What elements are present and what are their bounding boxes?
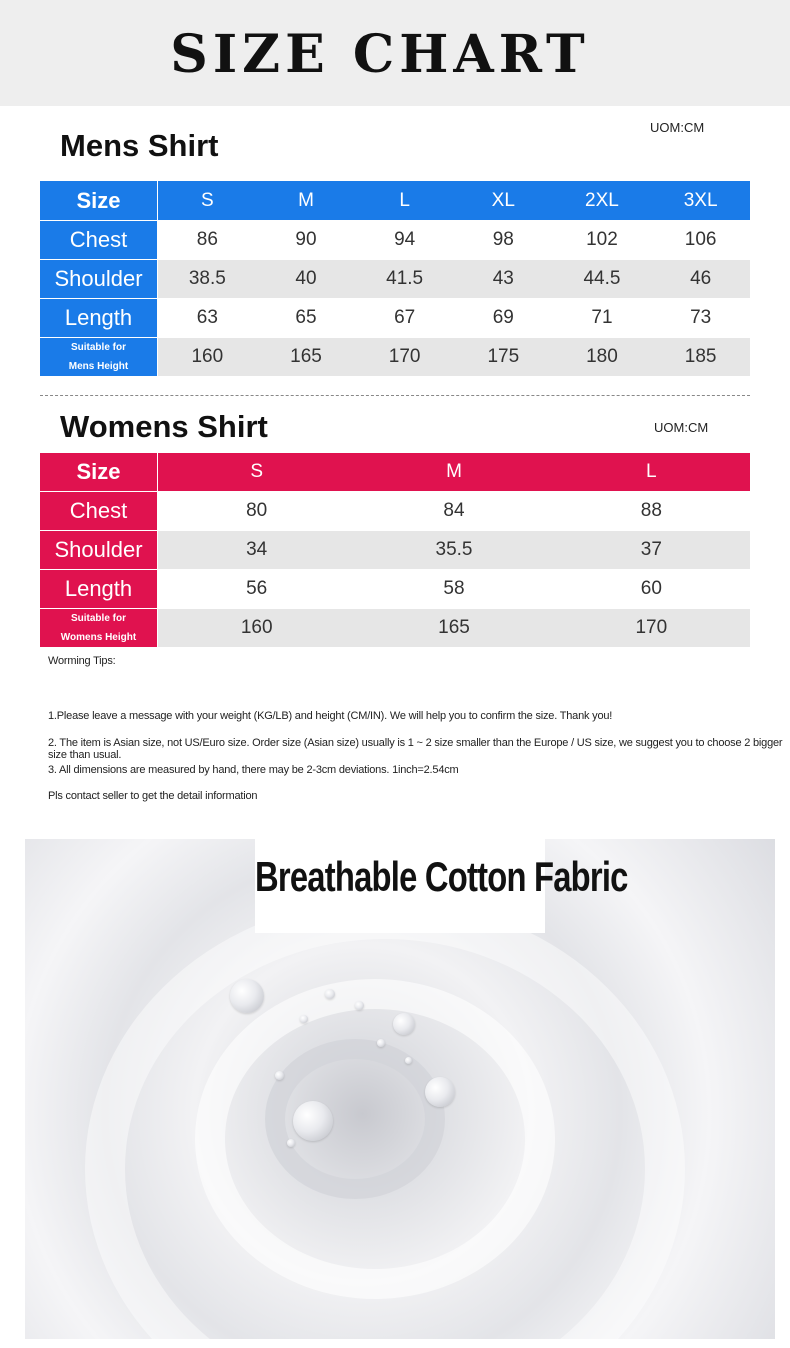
- table-cell: 73: [651, 299, 750, 337]
- table-row: [40, 221, 750, 259]
- tip-item: 2. The item is Asian size, not US/Euro size. Order size (Asian size) usually is 1 ~ 2 size smaller than the Europe / US size, we suggest you to choose 2 bigger size than usual.: [48, 737, 783, 761]
- table-cell: 88: [553, 492, 750, 530]
- row-label-length: Length: [40, 570, 158, 608]
- row-label-mens-height: [40, 338, 158, 376]
- size-col-header: M: [257, 181, 356, 220]
- table-row: [40, 492, 750, 530]
- water-droplet: [405, 1057, 412, 1064]
- mens-size-table: [40, 180, 750, 377]
- table-cell: 170: [553, 609, 750, 647]
- table-cell: 43: [454, 260, 553, 298]
- row-label-length: Length: [40, 299, 158, 337]
- water-droplet: [287, 1139, 295, 1147]
- water-droplet: [275, 1071, 284, 1080]
- table-cell: 65: [257, 299, 356, 337]
- table-header-row: [40, 453, 750, 491]
- womens-uom-label: UOM:CM: [654, 420, 709, 435]
- table-cell: 80: [158, 492, 355, 530]
- table-cell: 170: [355, 338, 454, 376]
- size-col-header: S: [158, 453, 355, 491]
- table-cell: 35.5: [355, 531, 552, 569]
- row-label-chest: Chest: [40, 492, 158, 530]
- table-cell: 98: [454, 221, 553, 259]
- table-cell: 160: [158, 338, 257, 376]
- table-row: [40, 531, 750, 569]
- row-label-line: Mens Height: [68, 361, 129, 372]
- womens-shirt-title: Womens Shirt: [60, 409, 268, 444]
- row-label-shoulder: Shoulder: [40, 260, 158, 298]
- water-droplet: [293, 1101, 333, 1141]
- size-header-label: Size: [40, 453, 158, 491]
- table-cell: 180: [553, 338, 652, 376]
- table-cell: 165: [257, 338, 356, 376]
- water-droplet: [230, 979, 264, 1013]
- table-row: [40, 338, 750, 376]
- size-col-header: L: [355, 181, 454, 220]
- table-cell: 63: [158, 299, 257, 337]
- table-cell: 41.5: [355, 260, 454, 298]
- row-label-line: Suitable for: [70, 342, 126, 353]
- fabric-fold: [265, 1039, 445, 1199]
- water-droplet: [377, 1039, 385, 1047]
- row-label-chest: Chest: [40, 221, 158, 259]
- water-droplet: [425, 1077, 455, 1107]
- fabric-title: Breathable Cotton Fabric: [255, 853, 628, 900]
- page-title: SIZE CHART: [170, 24, 590, 85]
- tip-item: 3. All dimensions are measured by hand, there may be 2-3cm deviations. 1inch=2.54cm: [48, 764, 459, 776]
- size-col-header: 3XL: [651, 181, 750, 220]
- size-col-header: S: [158, 181, 257, 220]
- table-row: [40, 299, 750, 337]
- table-cell: 34: [158, 531, 355, 569]
- table-row: [40, 260, 750, 298]
- table-cell: 46: [651, 260, 750, 298]
- tip-item: 1.Please leave a message with your weight (KG/LB) and height (CM/IN). We will help you to confirm the size. Thank you!: [48, 710, 613, 722]
- table-cell: 37: [553, 531, 750, 569]
- water-droplet: [393, 1013, 415, 1035]
- table-cell: 40: [257, 260, 356, 298]
- section-divider: [40, 395, 750, 396]
- table-cell: 94: [355, 221, 454, 259]
- table-cell: 69: [454, 299, 553, 337]
- water-droplet: [325, 989, 335, 999]
- table-cell: 58: [355, 570, 552, 608]
- table-cell: 106: [651, 221, 750, 259]
- mens-shirt-title: Mens Shirt: [60, 128, 219, 163]
- water-droplet: [355, 1001, 364, 1010]
- table-cell: 86: [158, 221, 257, 259]
- water-droplet: [300, 1015, 308, 1023]
- table-cell: 71: [553, 299, 652, 337]
- table-row: [40, 570, 750, 608]
- row-label-line: Suitable for: [70, 613, 126, 624]
- row-label-womens-height: [40, 609, 158, 647]
- table-cell: 160: [158, 609, 355, 647]
- table-cell: 60: [553, 570, 750, 608]
- table-cell: 56: [158, 570, 355, 608]
- table-cell: 102: [553, 221, 652, 259]
- size-col-header: 2XL: [553, 181, 652, 220]
- size-header-label: Size: [40, 181, 158, 220]
- table-cell: 165: [355, 609, 552, 647]
- row-label-shoulder: Shoulder: [40, 531, 158, 569]
- table-row: [40, 609, 750, 647]
- row-label-line: Womens Height: [60, 632, 137, 643]
- table-cell: 90: [257, 221, 356, 259]
- table-header-row: [40, 181, 750, 220]
- womens-size-table: [40, 452, 750, 648]
- size-col-header: L: [553, 453, 750, 491]
- table-cell: 38.5: [158, 260, 257, 298]
- table-cell: 67: [355, 299, 454, 337]
- table-cell: 84: [355, 492, 552, 530]
- tip-item: Pls contact seller to get the detail information: [48, 790, 258, 802]
- mens-uom-label: UOM:CM: [650, 120, 705, 135]
- size-col-header: M: [355, 453, 552, 491]
- tips-heading: Worming Tips:: [48, 655, 116, 667]
- fabric-photo: [25, 839, 775, 1339]
- size-chart-banner: [0, 0, 790, 106]
- size-col-header: XL: [454, 181, 553, 220]
- table-cell: 44.5: [553, 260, 652, 298]
- table-cell: 175: [454, 338, 553, 376]
- table-cell: 185: [651, 338, 750, 376]
